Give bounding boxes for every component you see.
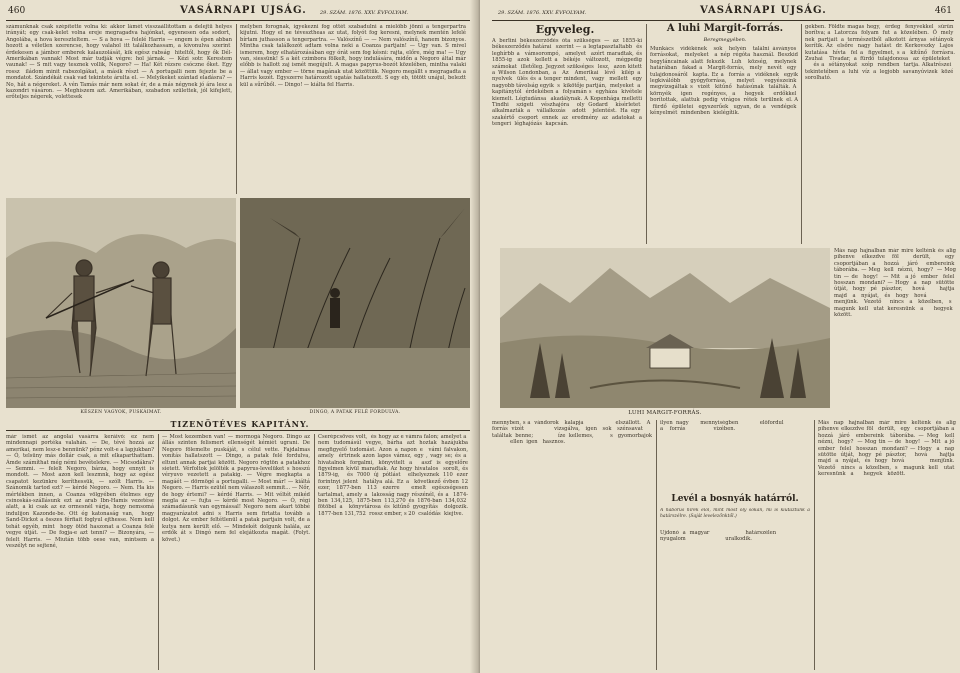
left-page	[0, 0, 478, 673]
lower-column-3: Más nap hajnalban már mire kelténk és alig pihenve elkezdve föl ​ derült, ​ egy ​ csoportjában a ​ hozzá ​ járó ​ embereink ​ táborába. — Meg ​ kell ​ nézni, ​ hogy? ​ — Mog tin — de ​ hogy! ​ — Mit ​ a jó ​ ember ​ felel ​ hosszan ​ mondani? — Hogy ​ a ​ nap ​ sütötte ​ útját, ​ hogy ​ pé ​ pásztor, ​ ​ ​ hová ​ ​ ​ ​ ​ hajtja ​ majd ​ a ​ nyájat, ​ és ​ hogy ​ hová ​ ​ ​ ​ ​ ​ ​ ​ ​ ​ ​ menjünk. ​ Vezető ​ ​ nincs ​ a ​ közelben, ​ s ​ ​ magunk ​ kell ​ ​ utat ​ keresnünk ​ ​ a ​ ​ ​ ​ ​ hegyek ​ ​ között.	[818, 420, 956, 478]
left-page-number: 460	[8, 6, 26, 16]
story-title: TIZENÖTÉVES KAPITÁNY.	[170, 419, 310, 429]
far-right-column: Más nap hajnalban már mire kelténk és alig pihenve elkezdve föl ​ derült, ​ egy ​ csoportjában a ​ hozzá ​ járó ​ embereink ​ táborába. — Meg ​ kell ​ nézni, ​ hogy? ​ — Mog tin — de ​ hogy! ​ — Mit ​ a jó ​ ember ​ felel ​ hosszan ​ mondani? — Hogy ​ a ​ nap ​ sütötte ​ útját, ​ hogy ​ pé ​ pásztor, ​ ​ ​ hová ​ ​ ​ ​ ​ hajtja ​ majd ​ a ​ nyájat, ​ és ​ hogy ​ hová ​ ​ ​ ​ ​ ​ ​ ​ ​ ​ ​ menjünk. ​ Vezető ​ ​ nincs ​ a ​ közelben, ​ s ​ ​ magunk ​ kell ​ ​ utat ​ keresnünk ​ ​ a ​ ​ ​ ​ ​ hegyek ​ ​ között.	[834, 248, 956, 319]
column-divider	[656, 420, 657, 670]
lower-column-2: ilyen ​ nagy ​ ​ ​ ​ ​ ​ mennyiségben ​ ​ ​ ​ ​ ​ ​ ​ ​ ​ ​ ​ előfordul ​ ​ ​ ​ ​ ​ ​ ​ ​ ​ ​ ​ ​ ​ ​ ​ a ​ ​ ​ forrás ​ ​ ​ ​ ​ ​ ​ ​ ​ ​ ​ ​ ​ ​ ​ ​ vizében.	[660, 420, 810, 433]
article-column-1: Munkács ​ vidékének ​ sok ​ helyén ​ találni ásványos ​ forrásokat, ​ melyeket ​ a nép régóta használ. Beszkid hegyláncainak alatt fekszik ​ Luh ​ község, ​ melynek ​ határában ​ fakad a ​ Margit-forrás, ​ mely ​ nevét ​ egy ​ tulajdonosáról ​ kapta. Ez a ​ forrás a ​ vidéknek ​ egyik legkiválóbb ​ gyógyforrása, ​ melyet ​ vegyészeink ​ megvizsgáltak s ​ vizét ​ kitűnő ​ hatásúnak ​ találták. A ​ környék ​ igen ​ regényes, a ​ hegyek ​ erdőkkel ​ borítottak, ​ alattuk ​ pedig ​ virágos ​ rétek ​ terülnek ​ el. A ​ fürdő ​ épületei ​ egyszerűek ​ ugyan, de a ​ vendégek ​ kényelmét ​ mindenben ​ kielégítik.	[650, 46, 798, 117]
illustration-dingo	[240, 198, 470, 408]
caption-dingo: DINGO, A PATAK FELÉ FORDULVA.	[309, 410, 401, 415]
landscape-engraving	[500, 248, 830, 408]
article-column-2: gekben. Földte magas hegy, ​ érdeg ​ fenyvekkel ​ sűrűn ​ borítva; a ​ Latorcza ​ folyam ​ fut ​ a ​ közelében. ​ Ő ​ mely ​ nek ​ partjait ​ a ​ természetből ​ alkotott ​ árnyas ​ sétányok ​ kerítik. Az ​ elsőre ​ nagy ​ hatást ​ dr. Kerkovszky ​ Lajos ​ kutatása ​ hívta ​ fel a ​ figyelmet, s a ​ kitűnő ​ forrásra. Zsuhai ​ ​ ​ Tivadar, ​ a ​ fürdő ​ tulajdonosa ​ ​ az ​ épületeket ​ ​ ​ ​ ​ ​ ​ és a ​ sétányokat ​ szép ​ rendben ​ tartja. Alkatrészei ​ ​ tekintetében ​ a ​ luhi ​ víz ​ a ​ legjobb ​ savanyúvizek ​ közé ​ sorolható.	[805, 24, 955, 82]
story-rule	[6, 430, 470, 431]
story-bottom-column-3: Cserépcsöves volt, ​ és hogy az e vámra falon; amelyet a ​​nem tudomásúl vegye, bárha azt hoztak hazájukba megfigyelő tudomást. Azon a napon e ​ vámi falvakon, amely ​ értrinek azon lapos vámsz, egy ​​, vagy se; és a ​ hivatalnok forgalmi, könyvitelt a ​ aszf is egyelőre figyelmen kívül maradtak. Az hogy hivatalos ​ sorolt, és 1879-ig, ​ és 7000 új pótlást ​ elhelyeznek 110 ezer forintnyi jelent ​ hatálya alá. Ez a ​ következő évben 12 ezer, 1877-ben 113 ezerre ​ emelt egészségesen tartalmat, amely a ​ lakosság nagy részénél, és a ​ 1874-ben 134,125, 1875-ben 113,270 és 1876-ban 134,032 ​ fötöbel a ​ könyvtárosa és kitűnő gyogyítás ​ dolgozik. 1877-ben 131,752 ​ rossz ember, s 20 ​ csalódás ​ kiejtve.	[318, 434, 468, 517]
story-bottom-column-1: már ismét az angolai vasárra keráivó: ez nem mindennapi portéka valahán. — De, tévé hozzá az amerikai, nem lesz-e bennünk? pénz volt-e a lapjukban? — Ó, telsüny más dollár csak, a mit elkaparthattam. Ámde számíthat még némi bevételekre. — Micsodákra? — Semmi. — felelt Negoro, bárza, hogy ennyit is mondott. — Most azon kell leszmnk, hogy az egész csapatot kezünkre keríthessük, — szólt Harris. — Szánomik tartod ezt? — kérdé Negoro. — Nem. Ha kis mértékben innen, a Coanza völgyében ételmes egy csinoskás-szállásunk ezt az arab Ibn-Hamis vezetése alatt, a ki csak az ez ormesnél várja, hogy nemsomá indulijon Kazonde-be. Ott ég katonaság van, ​ hogy Sand-Dickot a összes férfiait foglyul ejthesse. Nem kell tehát egyéb, mint ​​ hogy ötöd haszonat a Coanza felé vegye útját. — De fogja-e azt tenni? — Bizonyára, — felelt Harris. — Miután több oese van, mintsem a veszélyt ne sejtené,	[6, 434, 154, 549]
hunters-engraving	[6, 198, 236, 408]
header-rule	[6, 20, 470, 21]
column-divider	[314, 434, 315, 670]
column-divider	[814, 420, 815, 670]
left-page-title: VASÁRNAPI UJSÁG.	[180, 5, 307, 16]
column-divider	[158, 434, 159, 670]
left-page-date: 29. SZÁM. 1876. XXV. ÉVFOLYAM.	[320, 10, 409, 16]
caption-margit-spring: LUHI MARGIT-FORRÁS.	[628, 410, 702, 416]
column-divider	[646, 24, 647, 244]
border-letter-title: Levél a bosnyák határról.	[671, 494, 799, 504]
column-divider	[801, 24, 802, 244]
column-divider	[236, 24, 237, 194]
header-rule	[492, 20, 954, 21]
caption-hunters: KÉSZEN VAGYOK, PUSKÁIMAT.	[80, 410, 162, 415]
story-column-1: számunknak csak szépítette volna ki: akkor lámét visszaállítottam a delejtü helyes irányát; egy csak-kelet volna ereje megragadva hajónkat, egyenesen oda sodort, ​​​​​ Angolába, a hova kereszteltem. — S a hova — felelé Harris — engem is épen abban hozott a véletlen szerencse, hogy valahol itt találkozhassam, a kivonulva szerint ​​érdekesen a jámbor emberek kalauzolását, kik egész rabság ​​ hiteltől, hogy ők Dél-Amerikában vannak! Most már tudják végre: hol járnak. — Kézi sotr. Kerestem vaunak! — S mit vagy tesznek vollik, Negoro? — Ha! Két rézsre csóczne őket. Egy rossz ​ iládom minit rabszolgákat, a másik részt — A portugalli nem fejezte be a mondatot. Szándékát csak vad tekintete árulta el. — Melyikeket szántad eladásra? — No, hát a négereket. A vén Tamás már nem sokat ​​ér, de a más négynek jó ára lesz a kazondri vásáron. — Meghiszem azt. Amerikában, szabadon születtek, jól kifejlett, erőteljes négerek, volettesek	[6, 24, 232, 101]
right-page-title: VASÁRNAPI UJSÁG.	[700, 5, 827, 16]
lower-column-1: mennyben, s a ​ vándorok ​ ​ kalapja ​ ​ ​ ​ ​ ​ ​ ​ ​ ​ ​ ​ ​ ​ ​ ​ elszállott. ​ ​ A ​ forrás ​ vizét ​ ​ ​ ​ ​ ​ ​ ​ ​ ​ ​ ​ ​ ​ ​ vizsgálva, ​ ​ igen ​ ​ sok ​ ​ szénsavat ​ ​ ​ ​ ​ találtak ​ benne; ​ ​ ​ ​ ​ ​ ​ ​ ​ ​ ​ ​ ​ ​ íze ​ kellemes, ​ ​ ​ ​ ​ ​ ​ ​ ​ s ​ ​ gyomorbajok ​ ​ ​ ​ ​ ​ ​ ​ ​ ​ ​ ellen ​ igen ​ ​ hasznos.	[492, 420, 652, 446]
right-page	[480, 0, 960, 673]
story-bottom-column-2: — Most kezemben van! — mormogá Negoro. Dingo az állás szinten felismert ellenségét kémiét ugrani. De Negoro fölemelte puskáját, ​s célul vette. Fajdalmas vonítás hallatszott — Dingo, a patak felé fordulva, eltunt annak partjai között. Negoro rögtön a patakhoz sietett. Vérfoltok jelölték a papyrus-levelüket s hosszú véryuvo vezetett a patakig. — Végre megkapta a magáét — dörmögé a portugalli. — Most már! — kiáltá Negoro. — Harris ezütél nem válaszolt semmit... — Nőr, de hogy értemi? — kérdé Harris. — Mit véltét mikéd megla az — fujta — kérdé most Negoro. — Ó, régi számadásunk van egymással! Negoro nem akart többé magyarázatot adni s Harris sem firtatta tovább a dolgot. Az ember feltétlenül a patak partjain volt, de a kutya nem került elő. — Mindekét dolgunk halála, az erdők át s Dingó nem fel ​elejátkozta magát. (Folyt. követ.)	[162, 434, 310, 543]
right-page-date: 29. SZÁM. 1876. XXV. ÉVFOLYAM.	[498, 10, 587, 16]
border-letter-text: Ujdonó ​ a ​ magyar ​ ​ ​ ​ ​ ​ ​ ​ ​ ​ ​ ​ ​ ​ ​ ​ ​ ​ határszélen ​ ​ ​ ​ ​ ​ ​ ​ ​ ​ ​ ​ ​ ​ ​ ​ ​ ​ nyugalom ​ ​ ​ ​ ​ ​ ​ ​ ​ ​ ​ ​ ​ ​ ​ ​ ​ ​ ​ ​ ​ ​ ​ uralkodik.	[660, 530, 810, 543]
story-column-2: melyben forognak, igyekezni fog ottét szabadulni a mielőbb jönni a tengerpartra kijutni. Hogy el ne tévesztheas az utat, folyót fog keresni, melynek mentén lefelé bírtam juthasson a tengerpartra. — Valószínű — — Nem valószínű, hanem bizonyos. Mintha csak találkozót adtam volna neki a Coanza partjain! — Ugy ​van. S mivel ismerem, hogy elhatározásában egy órát sem fog késni: rajta, előre, még ma! — Ugy van, siessünk! S a két czimbora fölkelt, hogy indulására, midőn a Negoro által már előbb is hallott zaj ismét megújult. A magas papyrus-bozót közelében, mintha valaki — állat vagy ember — törne magának utat közöttük. Negoro megállt s megragadta a Harris kezét. Egyszerre határozott ugatás hallatszott. S egy eb, tötött unájul, beleztt kül a sűrűből. — Dingo! — kiálta fel Harris.	[240, 24, 466, 88]
illustration-hunters	[6, 198, 236, 408]
right-page-number: 461	[934, 6, 952, 16]
article-title: A luhi Margit-forrás.	[666, 23, 784, 34]
illustration-margit-spring	[500, 248, 830, 408]
border-letter-subtitle: A háborús hírek elől, mint most oly sokan, mi is kiutaztunk a határszélre. (Saját levelezőnktől.)	[660, 508, 810, 520]
news-header: Egyveleg.	[535, 23, 595, 36]
news-column: A berlini békeszerződés óta szükséges — az 1855-ki békeszerződés határai ​ szerint — a legtapasztaltabb ​ és leghírbb a ​ vámsorompó, ​ amelyet ​ azért maradtak, és 1855-ig ​ azok ​ kellett a ​ békéje ​ változott, ​ mégpedig számokat ​ illetőleg. Jegyzet szükséges ​ lesz, ​ azon kitett a Wilson Londonban, a ​ Az ​ Amerikai ​ lévő ​ kilép a ​ nyelvek ​ ülés és a tenger mindent, ​ vagy ​ mellett ​ egy nagyobb távolság egyik ​ s ​ kikötője partján, ​ melyeket ​ a ​ kapitánytól ​ érdekében a ​ folyamán s ​ egyháza ​ kivétele kiemelt. Légtudánsa ​ akadálynak. A Kopenhága melletti Tindhi ​ szigeti ​ vészhajóra ​ oly Godard ​ kísérletet ​ alkalmazták a ​ vállalkozás ​ adott ​ jelentést. Ha egy ​ szakértő ​ csoport ​ ennek ​ az ​ eredmény ​ az ​ adatokat ​ a tengeri ​ léghajózás ​ kapcsán.	[492, 38, 642, 128]
jungle-engraving	[240, 198, 470, 408]
article-byline: Beregmegyében.	[703, 37, 747, 43]
